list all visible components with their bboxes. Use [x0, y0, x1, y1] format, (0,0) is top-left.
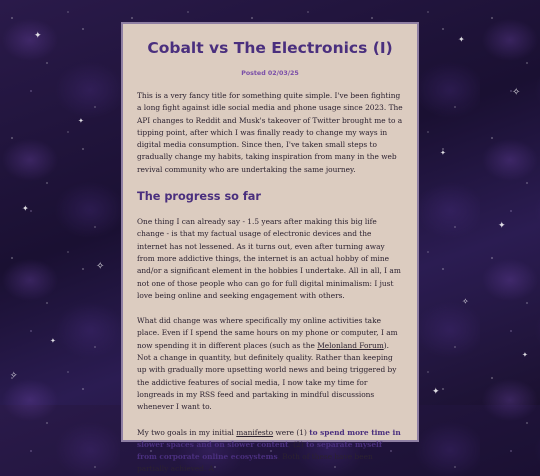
goal-2-highlight: to separate myself from corporate online ecosystems — [137, 439, 383, 462]
sparkle-icon: ✦ — [22, 204, 29, 213]
sparkle-icon: ✦ — [432, 387, 440, 397]
paragraph-3 — [137, 427, 403, 476]
sparkle-icon: ✧ — [10, 371, 18, 381]
goal-1-highlight: to spend more time in slower spaces and on slower content — [137, 427, 401, 449]
paragraph-2-text: What did change was where specifically my online activities take place. Even if I spend the same hours on my phone or computer, I am now spending it in different places (such as the — [137, 316, 398, 350]
paragraph-2-text-end: ). Not a change in quantity, but definitely quality. Rather than keeping up with gradually more upsetting world news and being triggered by the addictive features of social media, I now take my time for longreads in my RSS feed and partaking in mindful discussions whenever I want to. — [137, 340, 397, 412]
sparkle-icon: ✦ — [34, 31, 42, 41]
paragraph-3-text-mid: were (1) — [273, 427, 310, 437]
melonland-forum-link[interactable]: Melonland Forum — [317, 340, 384, 350]
intro-paragraph: This is a very fancy title for something quite simple. I've been fighting a long fight against idle social media and phone usage since 2023. The API changes to Reddit and Musk's takeover of Twitter brought me to a tipping point, after which I was finally ready to change my ways in digital media consumption. Since then, I've taken small steps to gradually change my habits, taking inspiration from many in the web revival community who are undertaking the same journey. — [137, 91, 403, 174]
post-date: Posted 02/03/25 — [241, 70, 299, 77]
manifesto-link[interactable]: manifesto — [236, 427, 274, 437]
sparkle-icon: ✦ — [78, 117, 84, 125]
sparkle-icon: ✦ — [498, 221, 506, 231]
paragraph-3-text-mid2: , (2) — [288, 439, 306, 449]
paragraph-3-text-end: . Both of these have been partially achieved. A — [137, 452, 373, 474]
section-heading: The progress so far — [137, 190, 261, 204]
post-title: Cobalt vs The Electronics (I) — [147, 39, 393, 57]
sparkle-icon: ✦ — [50, 337, 56, 345]
paragraph-2 — [137, 315, 403, 413]
blog-post — [121, 22, 419, 474]
sparkle-icon: ✧ — [462, 297, 469, 306]
sparkle-icon: ✧ — [96, 261, 105, 272]
sparkle-icon: ✦ — [440, 149, 446, 157]
paragraph-3-text: My two goals in my initial — [137, 427, 237, 437]
paragraph-1: One thing I can already say - 1.5 years after making this big life change - is that my factual usage of electronic devices and the internet has not lessened. As it turns out, even after turning away from more addictive things, the internet is an actual hobby of mine and/or a significant element in the hobbies I undertake. All in all, I am not one of those people who can go for full digital minimalism: I just love being online and seeking engagement with others. — [137, 217, 401, 300]
sparkle-icon: ✧ — [512, 87, 521, 98]
sparkle-icon: ✦ — [458, 35, 465, 44]
sparkle-icon: ✦ — [522, 351, 528, 359]
